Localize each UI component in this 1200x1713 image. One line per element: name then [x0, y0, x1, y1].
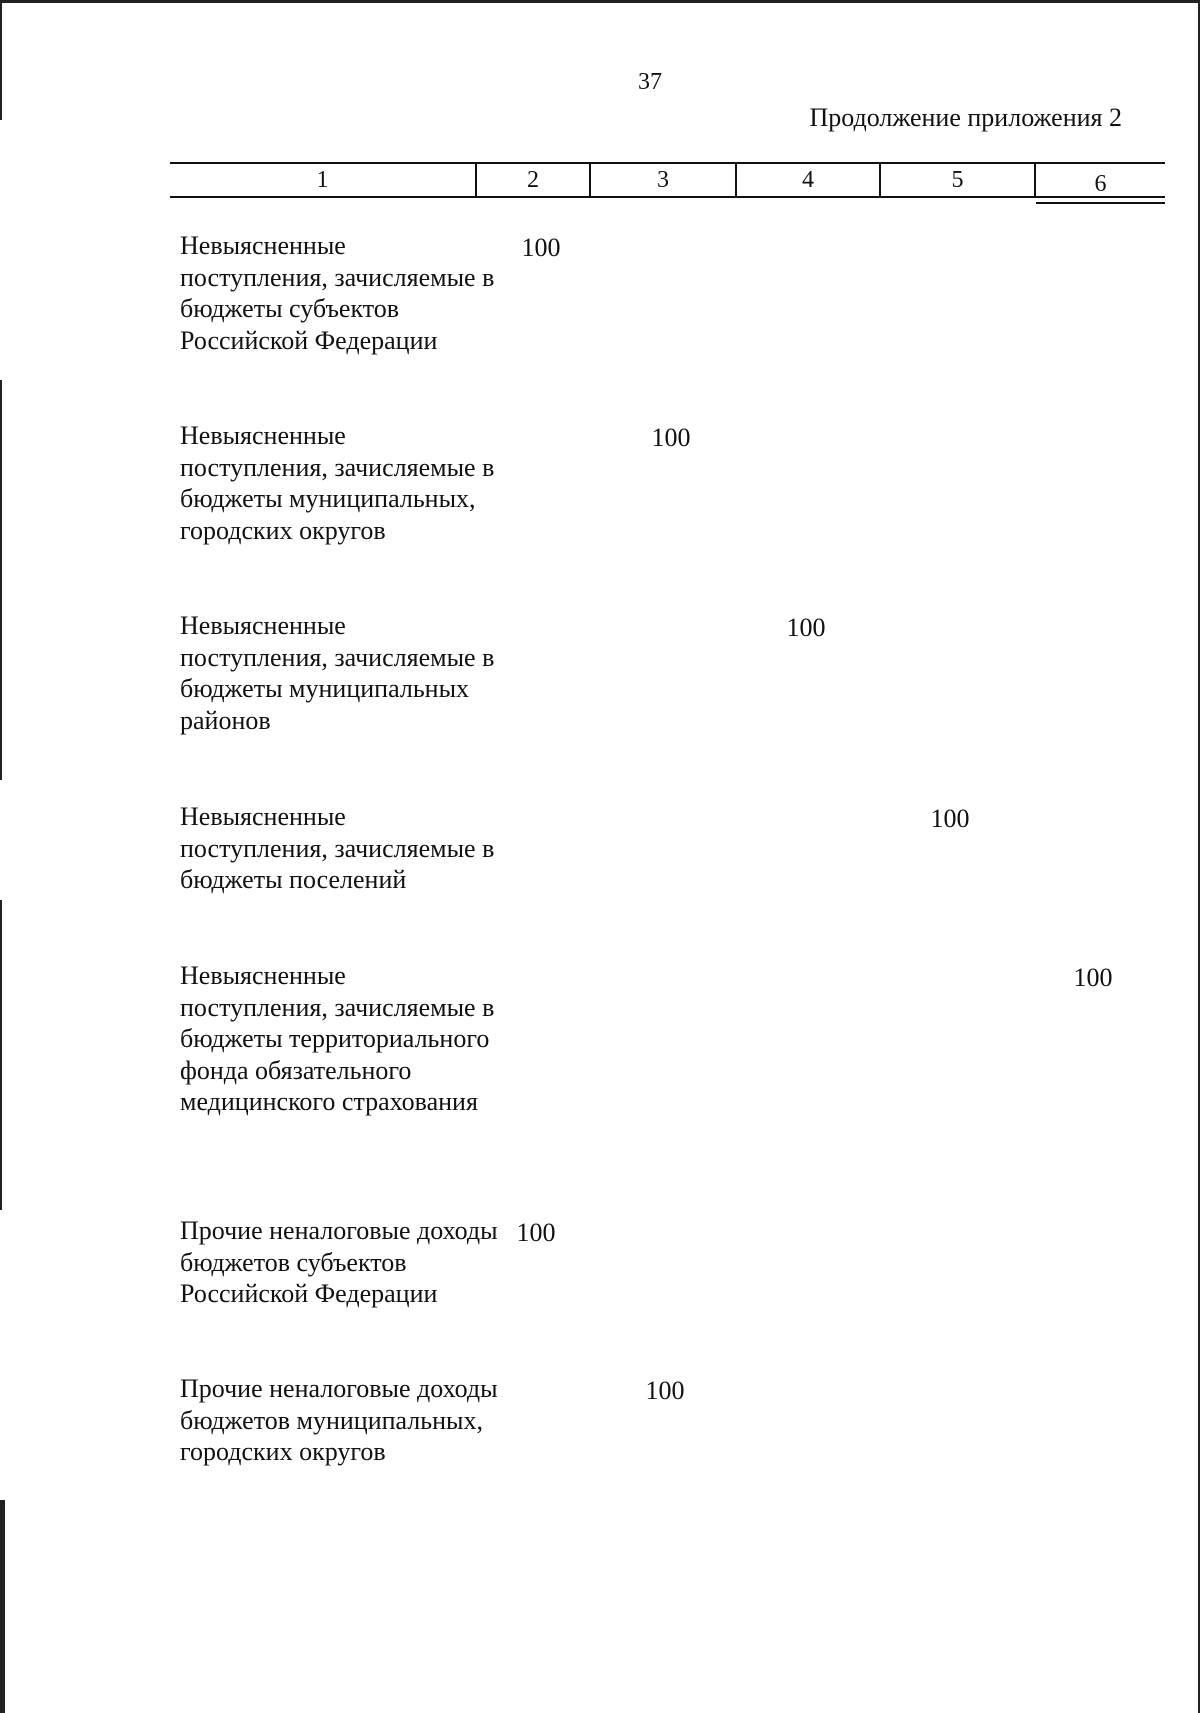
- table-header-bottom-rule: [170, 196, 1165, 198]
- row-value-5: 100: [1073, 963, 1113, 992]
- row-label-1: Невыясненные поступления, зачисляемые в бюджеты субъектов Российской Федерации: [180, 231, 495, 355]
- row-label-7: Прочие неналоговые доходы бюджетов муниципальных, городских округов: [180, 1374, 498, 1466]
- scan-edge-top: [0, 0, 1200, 3]
- scan-edge-left-top: [0, 0, 2, 120]
- row-value-3: 100: [786, 613, 826, 642]
- row-label-4: Невыясненные поступления, зачисляемые в бюджеты поселений: [180, 802, 495, 894]
- row-label-2: Невыясненные поступления, зачисляемые в бюджеты муниципальных, городских округов: [180, 421, 495, 545]
- row-value-1: 100: [521, 233, 561, 262]
- column-header-5: 5: [951, 167, 964, 193]
- row-value-6: 100: [516, 1218, 556, 1247]
- appendix-note: Продолжение приложения 2: [809, 103, 1122, 132]
- column-header-3: 3: [657, 167, 669, 193]
- table-header-bottom-rule-ext: [1036, 202, 1165, 204]
- row-label-3: Невыясненные поступления, зачисляемые в бюджеты муниципальных районов: [180, 611, 495, 735]
- column-header-2: 2: [527, 167, 539, 193]
- row-value-4: 100: [930, 804, 970, 833]
- page-number: 37: [638, 69, 662, 95]
- column-header-4: 4: [802, 167, 814, 193]
- scan-edge-left-bottom: [0, 1500, 5, 1713]
- row-label-5: Невыясненные поступления, зачисляемые в бюджеты территориального фонда обязательного медицинского страхования: [180, 961, 495, 1116]
- row-label-6: Прочие неналоговые доходы бюджетов субъектов Российской Федерации: [180, 1216, 498, 1308]
- scan-edge-left-lower: [0, 900, 2, 1210]
- column-header-6: 6: [1094, 171, 1107, 197]
- scan-edge-left-middle: [0, 380, 2, 780]
- row-value-7: 100: [645, 1376, 685, 1405]
- column-header-1: 1: [316, 167, 329, 193]
- row-value-2: 100: [651, 423, 691, 452]
